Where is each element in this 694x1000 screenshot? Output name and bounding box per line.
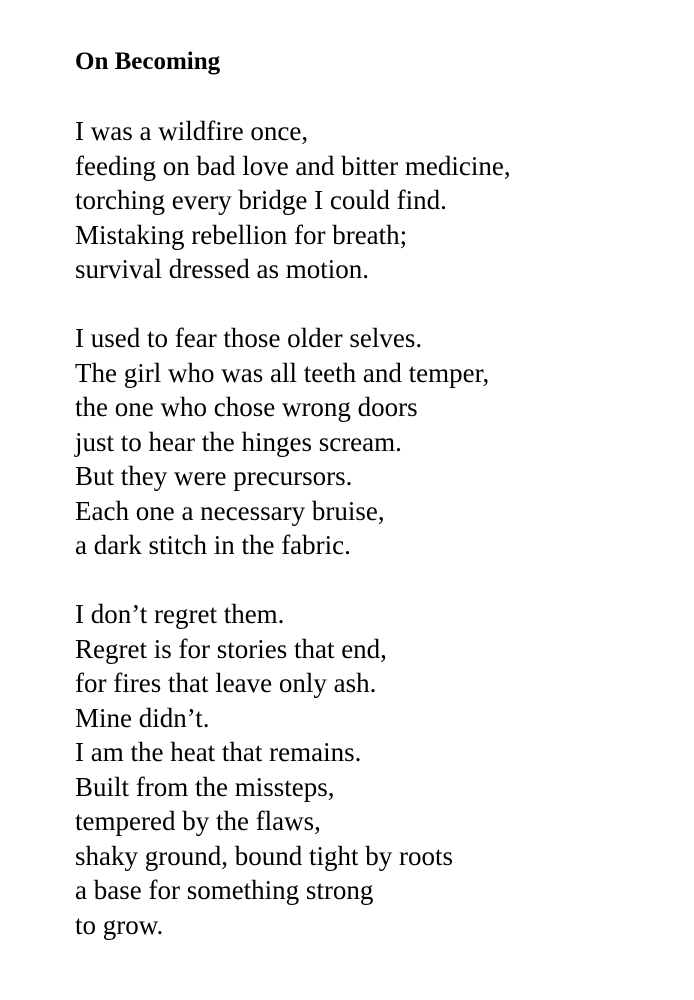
poem-line: Mine didn’t. [75, 702, 210, 733]
stanza [75, 114, 511, 287]
poem-line: Mistaking rebellion for breath; [75, 219, 408, 250]
poem-line: feeding on bad love and bitter medicine, [75, 150, 511, 181]
poem-line: Each one a necessary bruise, [75, 495, 385, 526]
poem-line: But they were precursors. [75, 461, 353, 491]
poem-line: I was a wildfire once, [75, 116, 309, 146]
poem-line: Regret is for stories that end, [75, 633, 387, 664]
poem-line: survival dressed as motion. [75, 254, 369, 284]
spacer [75, 80, 511, 115]
poem-line: torching every bridge I could find. [75, 185, 447, 215]
poem-line: I used to fear those older selves. [75, 323, 423, 353]
poem-line: a dark stitch in the fabric. [75, 530, 351, 560]
poem-line: a base for something strong [75, 875, 374, 905]
poem-title: On Becoming [75, 48, 221, 75]
stanza [75, 597, 511, 942]
poem-line: Built from the missteps, [75, 771, 335, 802]
poem-body [75, 114, 511, 942]
poem [75, 45, 511, 942]
stanza-gap [75, 287, 511, 322]
stanza-gap [75, 563, 511, 598]
poem-line: for fires that leave only ash. [75, 668, 377, 698]
poem-line: to grow. [75, 909, 164, 940]
poem-line: I don’t regret them. [75, 599, 285, 629]
poem-line: I am the heat that remains. [75, 737, 362, 767]
poem-line: shaky ground, bound tight by roots [75, 840, 453, 871]
poem-line: tempered by the flaws, [75, 806, 321, 836]
stanza [75, 321, 511, 563]
poem-line: the one who chose wrong doors [75, 392, 418, 422]
poem-line: The girl who was all teeth and temper, [75, 357, 490, 388]
poem-line: just to hear the hinges scream. [75, 426, 402, 457]
